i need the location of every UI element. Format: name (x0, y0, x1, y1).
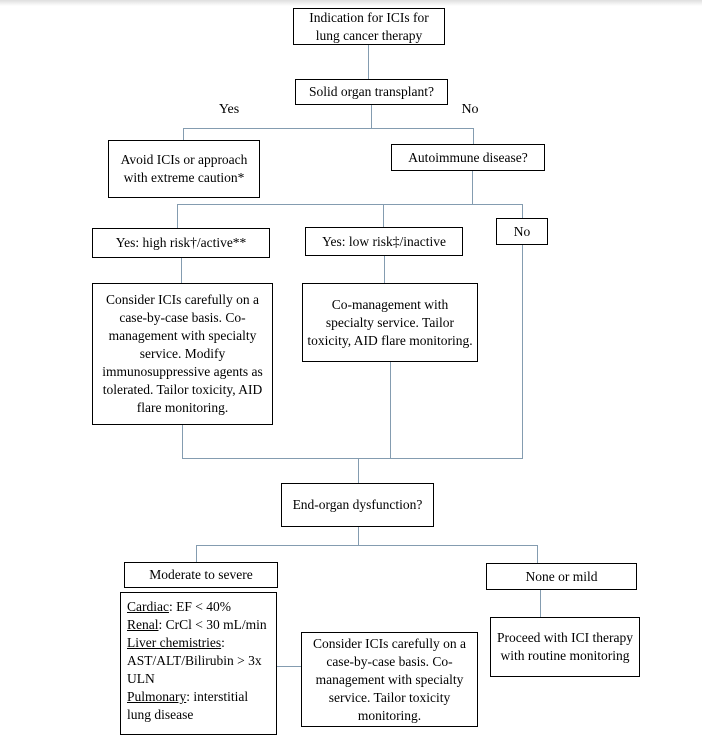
connector (277, 666, 301, 667)
connector (472, 171, 473, 204)
connector (358, 527, 359, 545)
criteria-cardiac: Cardiac: EF < 40% (127, 599, 231, 614)
node-moderate-to-severe: Moderate to severe (124, 562, 278, 588)
connector (183, 128, 184, 140)
node-avoid-icis: Avoid ICIs or approach with extreme caution* (108, 140, 260, 198)
connector (522, 245, 523, 458)
node-no-autoimmune: No (496, 218, 548, 245)
node-yes-low-risk: Yes: low risk‡/inactive (305, 227, 463, 256)
connector (182, 458, 523, 459)
connector (181, 258, 182, 283)
node-end-organ-dysfunction: End-organ dysfunction? (281, 483, 434, 527)
node-comanagement: Co-management with specialty service. Tailor toxicity, AID flare monitoring. (302, 283, 478, 362)
criteria-pulmonary: Pulmonary: interstitial lung disease (127, 689, 249, 722)
node-autoimmune-disease: Autoimmune disease? (391, 144, 545, 171)
connector (383, 204, 384, 227)
connector (196, 545, 197, 562)
connector (390, 362, 391, 458)
node-proceed: Proceed with ICI therapy with routine monitoring (490, 617, 640, 677)
node-yes-high-risk: Yes: high risk†/active** (92, 228, 270, 258)
branch-label-yes: Yes (218, 102, 240, 117)
connector (368, 45, 369, 79)
connector (540, 590, 541, 617)
connector (183, 128, 474, 129)
criteria-liver: Liver chemistries: AST/ALT/Bilirubin > 3x ULN (127, 635, 262, 686)
connector (371, 104, 372, 128)
connector (177, 204, 523, 205)
node-consider-tailor: Consider ICIs carefully on a case-by-case basis. Co-management with specialty service. Tailor toxicity monitoring. (301, 632, 478, 727)
node-solid-organ-transplant: Solid organ transplant? (295, 79, 448, 105)
branch-label-no: No (461, 102, 479, 117)
node-consider-modify: Consider ICIs carefully on a case-by-case basis. Co-management with specialty service. Modify immunosuppressive agents as tolerated. Tailor toxicity, AID flare monitoring. (92, 283, 273, 425)
connector (177, 204, 178, 228)
page-top-edge (0, 0, 702, 6)
connector (384, 256, 385, 283)
connector (522, 204, 523, 218)
node-severity-criteria (120, 592, 277, 735)
connector (196, 545, 537, 546)
node-none-or-mild: None or mild (486, 563, 637, 590)
criteria-renal: Renal: CrCl < 30 mL/min (127, 617, 267, 632)
connector (182, 425, 183, 458)
connector (537, 545, 538, 563)
node-indication: Indication for ICIs for lung cancer therapy (293, 8, 445, 45)
connector (358, 458, 359, 483)
connector (473, 128, 474, 144)
